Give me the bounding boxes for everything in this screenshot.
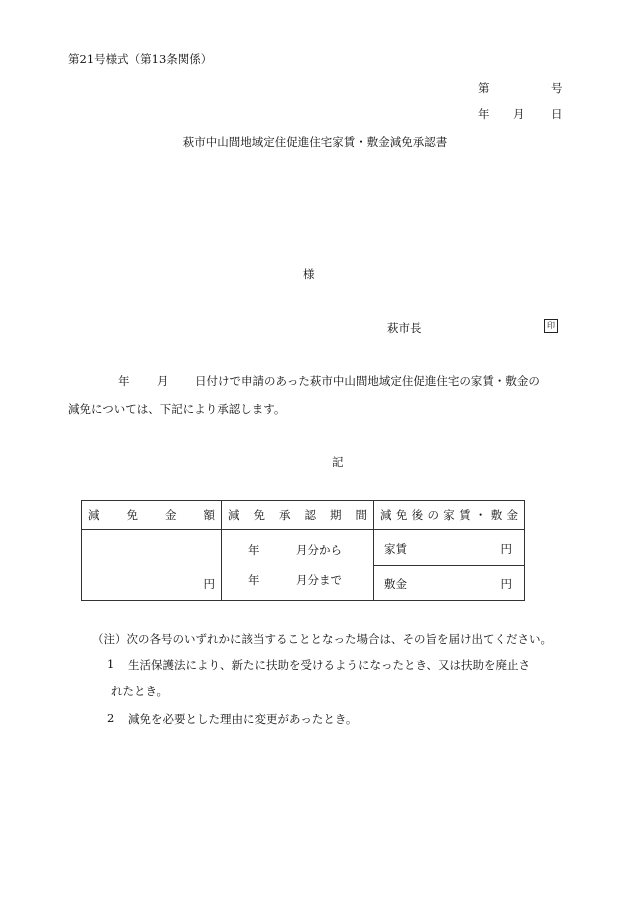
- header-rent-after-reduction: [374, 501, 525, 530]
- header-char: 家: [443, 508, 455, 522]
- date-day-label: 日: [551, 107, 563, 121]
- header-char: 期: [330, 508, 342, 522]
- amount-unit: 円: [203, 577, 215, 591]
- issuer-name: 萩市長: [387, 321, 422, 335]
- deposit-row: [374, 566, 524, 600]
- header-char: 減: [228, 508, 240, 522]
- document-number-prefix: 第: [478, 81, 490, 95]
- after-reduction-cell: [374, 530, 525, 601]
- period-to-month: 月分まで: [296, 573, 342, 587]
- deposit-label: 敷金: [384, 576, 407, 591]
- note-item1-line1: 生活保護法により、新たに扶助を受けるようになったとき、又は扶助を廃止さ: [128, 658, 531, 672]
- header-char: 認: [304, 508, 316, 522]
- deposit-unit: 円: [500, 576, 512, 591]
- body-text-line1: 日付けで申請のあった萩市中山間地域定住促進住宅の家賃・敷金の: [195, 374, 540, 388]
- header-char: の: [427, 508, 439, 522]
- header-char: 額: [203, 508, 215, 522]
- body-text-line2: 減免については、下記により承認します。: [68, 402, 286, 416]
- header-char: 賃: [459, 508, 471, 522]
- form-number: 第21号様式（第13条関係）: [68, 52, 213, 66]
- header-char: 免: [395, 508, 408, 522]
- header-char: 間: [355, 508, 367, 522]
- header-char: 減: [88, 508, 100, 522]
- header-char: 承: [279, 508, 291, 522]
- header-char: 金: [165, 508, 177, 522]
- ki-heading: 記: [332, 455, 344, 469]
- header-reduction-amount: [82, 501, 222, 530]
- rent-row: [374, 531, 524, 566]
- rent-unit: 円: [500, 541, 512, 556]
- document-number-suffix: 号: [551, 81, 563, 95]
- addressee-suffix: 様: [303, 267, 315, 281]
- note-item2-text: 減免を必要とした理由に変更があったとき。: [128, 712, 358, 726]
- note-intro: （注）次の各号のいずれかに該当することとなった場合は、その旨を届け出てください。: [92, 632, 552, 646]
- period-cell: [222, 530, 374, 601]
- note-item1-number: 1: [107, 657, 115, 671]
- header-char: 免: [126, 508, 138, 522]
- header-char: 減: [380, 508, 392, 522]
- rent-label: 家賃: [384, 541, 407, 556]
- date-month-label: 月: [513, 107, 525, 121]
- date-year-label: 年: [478, 107, 490, 121]
- period-from-year: 年: [248, 543, 260, 557]
- seal-icon: 印: [544, 319, 558, 333]
- body-year-label: 年: [118, 374, 130, 388]
- header-char: 金: [506, 508, 518, 522]
- header-char: 免: [253, 508, 265, 522]
- period-to-year: 年: [248, 573, 260, 587]
- note-item2-number: 2: [107, 711, 115, 725]
- header-char: 敷: [490, 508, 503, 522]
- header-approval-period: [222, 501, 374, 530]
- document-title: 萩市中山間地域定住促進住宅家賃・敷金減免承認書: [182, 135, 448, 149]
- body-month-label: 月: [157, 374, 169, 388]
- period-from-month: 月分から: [296, 543, 342, 557]
- header-char: 後: [411, 508, 424, 522]
- note-item1-line2: れたとき。: [111, 684, 169, 698]
- header-char: ・: [474, 508, 487, 522]
- approval-table: [81, 500, 525, 601]
- amount-cell: [82, 530, 222, 601]
